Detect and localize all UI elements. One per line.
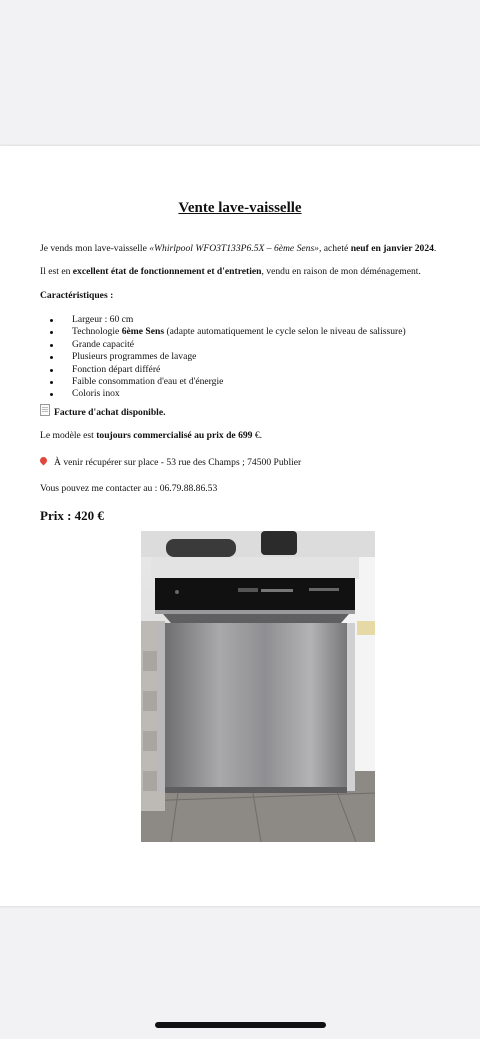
map-pin-icon	[39, 456, 49, 466]
feature-text: Largeur : 60 cm	[72, 314, 134, 325]
model-price-suffix: €.	[252, 430, 263, 441]
model-price-bold: toujours commercialisé au prix de 699	[96, 430, 253, 441]
feature-text: Technologie	[72, 326, 122, 338]
intro-purchase: neuf en janvier 2024	[350, 243, 434, 254]
list-item	[50, 388, 406, 400]
list-item	[50, 351, 406, 363]
features-list	[50, 314, 406, 401]
feature-text: Plusieurs programmes de lavage	[72, 351, 197, 363]
feature-text: Fonction départ différé	[72, 363, 161, 375]
dishwasher-photo	[141, 531, 375, 842]
list-item	[50, 364, 406, 376]
list-item	[50, 339, 406, 351]
feature-text: Faible consommation d'eau et d'énergie	[72, 375, 224, 387]
feature-text: Coloris inox	[72, 388, 120, 400]
document-icon	[40, 404, 50, 416]
list-item	[50, 376, 406, 388]
invoice-text: Facture d'achat disponible.	[54, 407, 166, 418]
sale-price: Prix : 420 €	[40, 508, 104, 523]
document-title: Vente lave-vaisselle	[178, 200, 302, 216]
feature-text: Grande capacité	[72, 338, 135, 350]
intro-prefix: Je vends mon lave-vaisselle	[40, 243, 150, 254]
intro-middle: , acheté	[318, 243, 351, 254]
model-price-paragraph	[40, 430, 262, 442]
dishwasher-photo-illustration	[141, 531, 375, 842]
intro-end: .	[433, 243, 437, 254]
feature-suffix: (adapte automatiquement le cycle selon le niveau de salissure)	[164, 326, 406, 338]
condition-suffix: , vendu en raison de mon déménagement.	[261, 266, 421, 277]
feature-bold: 6ème Sens	[121, 326, 165, 338]
list-item	[50, 326, 406, 338]
features-heading-text: Caractéristiques :	[40, 290, 114, 301]
document-page	[0, 146, 480, 906]
condition-prefix: Il est en	[40, 266, 73, 277]
intro-model: «Whirlpool WFO3T133P6.5X – 6ème Sens»	[149, 243, 319, 254]
list-item	[50, 314, 406, 326]
pickup-line	[40, 457, 301, 469]
home-indicator[interactable]	[155, 1022, 326, 1028]
features-heading	[40, 290, 113, 302]
invoice-line	[40, 404, 166, 419]
contact-line: Vous pouvez me contacter au : 06.79.88.86.53	[40, 483, 218, 494]
intro-paragraph	[40, 243, 436, 255]
model-price-prefix: Le modèle est	[40, 430, 97, 441]
condition-paragraph	[40, 266, 421, 278]
pickup-text: À venir récupérer sur place - 53 rue des Champs ; 74500 Publier	[54, 457, 302, 468]
condition-bold: excellent état de fonctionnement et d'entretien	[72, 266, 262, 277]
